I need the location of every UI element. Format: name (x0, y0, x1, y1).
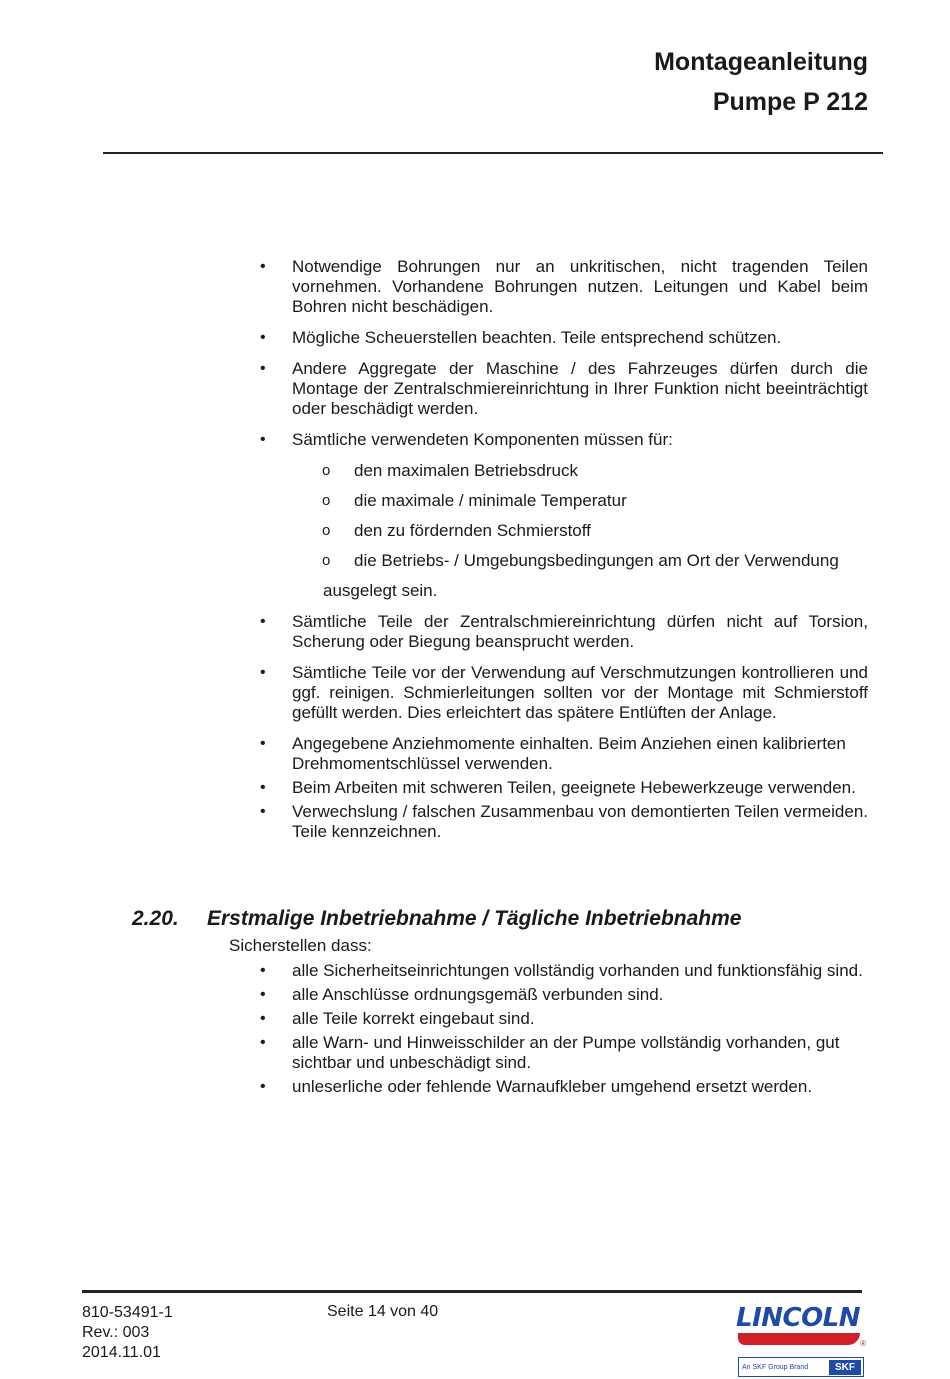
section-intro: Sicherstellen dass: (229, 936, 372, 955)
sub-list-conclusion: ausgelegt sein. (323, 581, 438, 600)
document-subtitle: Pumpe P 212 (712, 88, 868, 116)
header-divider (103, 152, 883, 154)
sub-list-item: o die Betriebs- / Umgebungsbedingungen am Ort der Verwendung (260, 551, 868, 571)
startup-checklist (260, 961, 868, 1101)
doc-number: 810-53491-1 (82, 1304, 173, 1321)
footer-divider (82, 1290, 862, 1293)
list-item: • Sämtliche verwendeten Komponenten müssen für: (260, 430, 868, 450)
skf-logo: SKF (829, 1360, 861, 1375)
lincoln-logo (736, 1303, 866, 1379)
skf-brand-band (738, 1357, 864, 1377)
list-item: • Sämtliche Teile vor der Verwendung auf Verschmutzungen kontrollieren und ggf. reinigen. Schmierleitungen sollten vor der Montage mit Schmierstoff gefüllt werden. Dies erleichtert das spätere Entlüften der Anlage. (260, 663, 868, 723)
revision: Rev.: 003 (82, 1324, 150, 1341)
list-item: • Beim Arbeiten mit schweren Teilen, geeignete Hebewerkzeuge verwenden. (260, 778, 868, 798)
section-number: 2.20. (132, 907, 179, 930)
list-item: • alle Sicherheitseinrichtungen vollständig vorhanden und funktionsfähig sind. (260, 961, 868, 981)
list-item: • Sämtliche Teile der Zentralschmiereinrichtung dürfen nicht auf Torsion, Scherung oder Biegung beansprucht werden. (260, 612, 868, 652)
list-item: • alle Anschlüsse ordnungsgemäß verbunden sind. (260, 985, 868, 1005)
registered-mark: ® (860, 1339, 866, 1348)
list-item: • alle Warn- und Hinweisschilder an der Pumpe vollständig vorhanden, gut sichtbar und unbeschädigt sind. (260, 1033, 868, 1073)
doc-date: 2014.11.01 (82, 1344, 161, 1361)
instructions-list (260, 257, 868, 853)
logo-tagline: An SKF Group Brand (742, 1363, 809, 1371)
logo-swoosh (738, 1333, 860, 1345)
sub-list-item: o den maximalen Betriebsdruck (260, 461, 868, 481)
page-number: Seite 14 von 40 (327, 1303, 439, 1320)
sub-list-item: o die maximale / minimale Temperatur (260, 491, 868, 511)
list-item: • Andere Aggregate der Maschine / des Fahrzeuges dürfen durch die Montage der Zentralschmiereinrichtung in Ihrer Funktion nicht beeinträchtigt oder beschädigt werden. (260, 359, 868, 419)
list-item: • Mögliche Scheuerstellen beachten. Teile entsprechend schützen. (260, 328, 868, 348)
logo-wordmark: LINCOLN (736, 1303, 861, 1333)
list-item: • Verwechslung / falschen Zusammenbau von demontierten Teilen vermeiden. Teile kennzeichnen. (260, 802, 868, 842)
list-item: • alle Teile korrekt eingebaut sind. (260, 1009, 868, 1029)
list-item: • Notwendige Bohrungen nur an unkritischen, nicht tragenden Teilen vornehmen. Vorhandene Bohrungen nutzen. Leitungen und Kabel beim Bohren nicht beschädigen. (260, 257, 868, 317)
document-info (82, 1303, 173, 1363)
list-item: • Angegebene Anziehmomente einhalten. Beim Anziehen einen kalibrierten Drehmomentschlüssel verwenden. (260, 734, 868, 774)
list-item: • unleserliche oder fehlende Warnaufkleber umgehend ersetzt werden. (260, 1077, 868, 1097)
section-heading: Erstmalige Inbetriebnahme / Tägliche Inbetriebnahme (207, 907, 742, 930)
sub-list-item: o den zu fördernden Schmierstoff (260, 521, 868, 541)
document-title: Montageanleitung (654, 48, 868, 76)
